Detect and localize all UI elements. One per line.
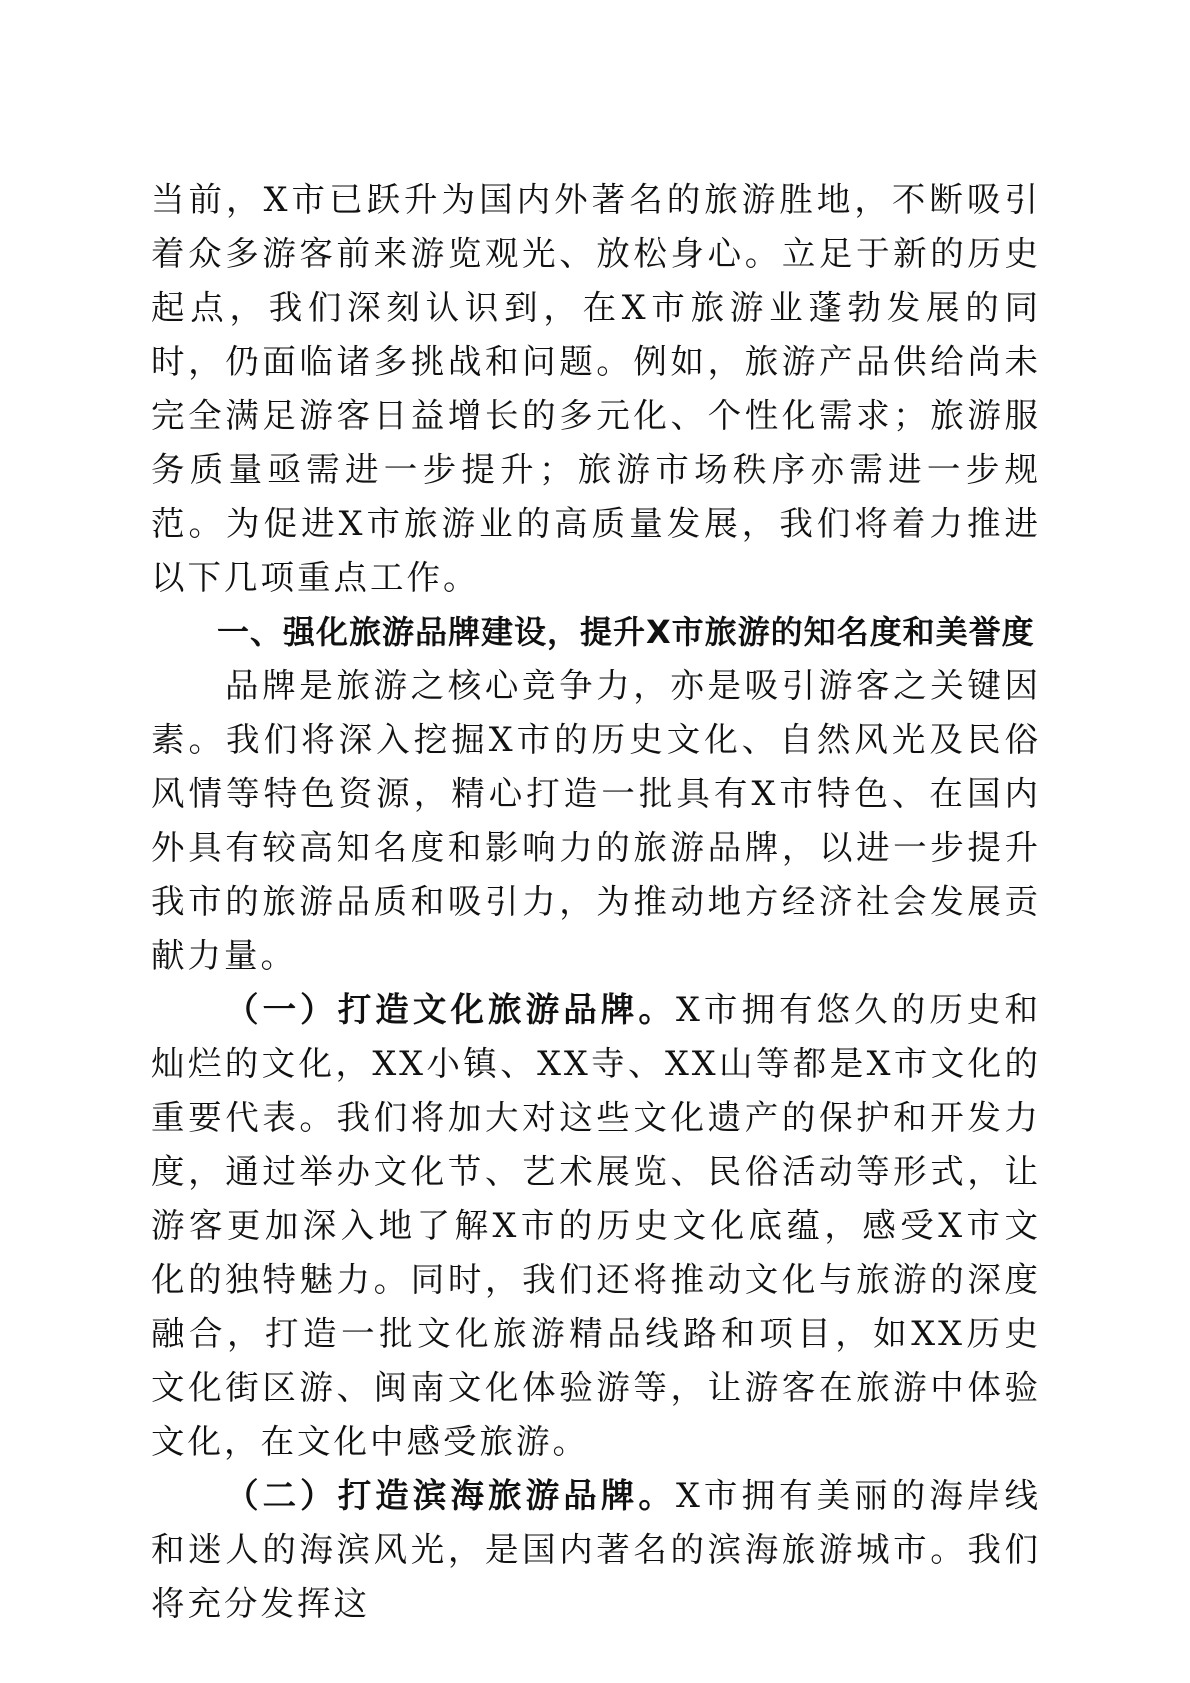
item-paragraph-1 [151,983,1041,1469]
item-body-2: X市拥有美丽的海岸线和迷人的海滨风光，是国内著名的滨海旅游城市。我们将充分发挥这 [151,1476,1041,1623]
section-paragraph: 品牌是旅游之核心竞争力，亦是吸引游客之关键因素。我们将深入挖掘X市的历史文化、自然风光及民俗风情等特色资源，精心打造一批具有X市特色、在国内外具有较高知名度和影响力的旅游品牌，以进一步提升我市的旅游品质和吸引力，为推动地方经济社会发展贡献力量。 [151,666,1041,975]
section-heading: 一、强化旅游品牌建设，提升X市旅游的知名度和美誉度 [217,613,1035,651]
item-paragraph-2 [151,1469,1041,1631]
intro-paragraph: 当前，X市已跃升为国内外著名的旅游胜地，不断吸引着众多游客前来游览观光、放松身心。立足于新的历史起点，我们深刻认识到，在X市旅游业蓬勃发展的同时，仍面临诸多挑战和问题。例如，旅游产品供给尚未完全满足游客日益增长的多元化、个性化需求；旅游服务质量亟需进一步提升；旅游市场秩序亦需进一步规范。为促进X市旅游业的高质量发展，我们将着力推进以下几项重点工作。 [151,180,1041,597]
document-body [151,173,1041,1631]
item-lead-2: （二）打造滨海旅游品牌。 [225,1476,676,1515]
item-body-1: X市拥有悠久的历史和灿烂的文化，XX小镇、XX寺、XX山等都是X市文化的重要代表。我们将加大对这些文化遗产的保护和开发力度，通过举办文化节、艺术展览、民俗活动等形式，让游客更加深入地了解X市的历史文化底蕴，感受X市文化的独特魅力。同时，我们还将推动文化与旅游的深度融合，打造一批文化旅游精品线路和项目，如XX历史文化街区游、闽南文化体验游等，让游客在旅游中体验文化，在文化中感受旅游。 [151,990,1041,1461]
item-lead-1: （一）打造文化旅游品牌。 [225,990,676,1029]
